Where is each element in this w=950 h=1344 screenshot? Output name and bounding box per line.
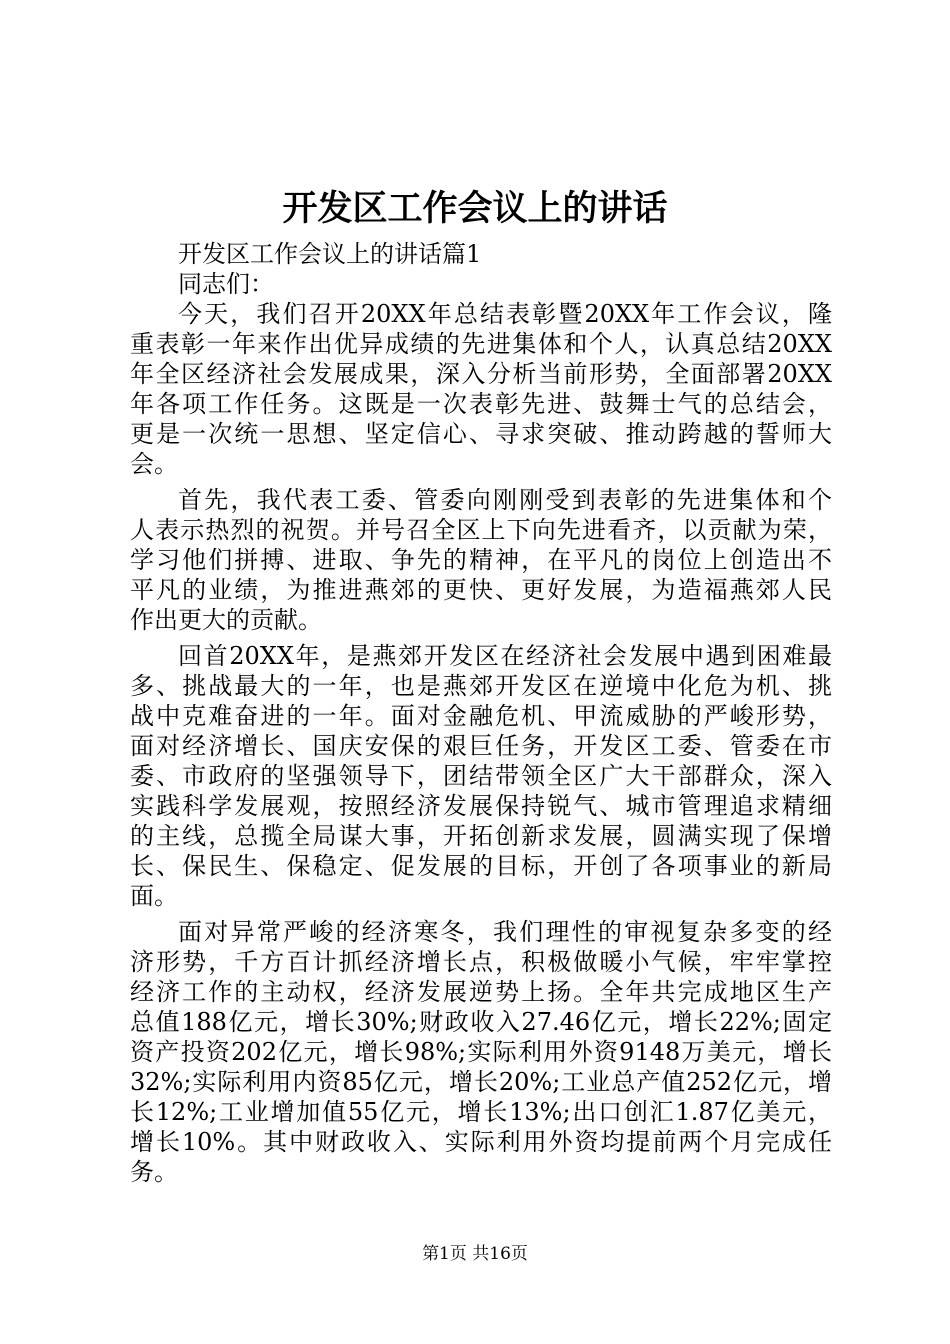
document-body bbox=[130, 239, 832, 1193]
paragraph-line: 32%;实际利用内资85亿元，增长20%;工业总产值252亿元，增 bbox=[130, 1068, 832, 1096]
paragraph-line: 回首20XX年，是燕郊开发区在经济社会发展中遇到困难最 bbox=[178, 642, 832, 670]
paragraph-line: 长、保民生、保稳定、促发展的目标，开创了各项事业的新局 bbox=[130, 852, 832, 880]
paragraph-line: 多、挑战最大的一年，也是燕郊开发区在逆境中化危为机、挑 bbox=[130, 672, 832, 700]
paragraph bbox=[130, 299, 832, 479]
paragraph-line: 首先，我代表工委、管委向刚刚受到表彰的先进集体和个 bbox=[178, 486, 832, 514]
paragraph-line: 务。 bbox=[130, 1158, 178, 1186]
paragraph-line: 会。 bbox=[130, 450, 178, 478]
paragraph bbox=[130, 641, 832, 911]
paragraph-line: 面对经济增长、国庆安保的艰巨任务，开发区工委、管委在市 bbox=[130, 732, 832, 760]
paragraph-line: 增长10%。其中财政收入、实际利用外资均提前两个月完成任 bbox=[130, 1128, 832, 1156]
paragraph-line: 面对异常严峻的经济寒冬，我们理性的审视复杂多变的经 bbox=[178, 918, 832, 946]
paragraph bbox=[130, 485, 832, 635]
paragraph-line: 实践科学发展观，按照经济发展保持锐气、城市管理追求精细 bbox=[130, 792, 832, 820]
subheading: 开发区工作会议上的讲话篇1 bbox=[178, 240, 482, 268]
paragraph bbox=[130, 917, 832, 1187]
paragraph-line: 面。 bbox=[130, 882, 178, 910]
paragraph-line: 人表示热烈的祝贺。并号召全区上下向先进看齐，以贡献为荣， bbox=[130, 516, 832, 544]
paragraph-line: 委、市政府的坚强领导下，团结带领全区广大干部群众，深入 bbox=[130, 762, 832, 790]
paragraph-line: 重表彰一年来作出优异成绩的先进集体和个人，认真总结20XX bbox=[130, 330, 832, 358]
paragraph-line: 今天，我们召开20XX年总结表彰暨20XX年工作会议，隆 bbox=[178, 300, 832, 328]
paragraph-line: 年各项工作任务。这既是一次表彰先进、鼓舞士气的总结会， bbox=[130, 390, 832, 418]
page-title: 开发区工作会议上的讲话 bbox=[282, 188, 668, 229]
paragraph-line: 的主线，总揽全局谋大事，开拓创新求发展，圆满实现了保增 bbox=[130, 822, 832, 850]
paragraph-line: 平凡的业绩，为推进燕郊的更快、更好发展，为造福燕郊人民 bbox=[130, 576, 832, 604]
paragraph-list bbox=[130, 299, 832, 1187]
paragraph-line: 济形势，千方百计抓经济增长点，积极做暖小气候，牢牢掌控 bbox=[130, 948, 832, 976]
paragraph-line: 更是一次统一思想、坚定信心、寻求突破、推动跨越的誓师大 bbox=[130, 420, 832, 448]
paragraph-line: 经济工作的主动权，经济发展逆势上扬。全年共完成地区生产 bbox=[130, 978, 832, 1006]
paragraph-line: 年全区经济社会发展成果，深入分析当前形势，全面部署20XX bbox=[130, 360, 832, 388]
paragraph-line: 战中克难奋进的一年。面对金融危机、甲流威胁的严峻形势， bbox=[130, 702, 832, 730]
paragraph-line: 长12%;工业增加值55亿元，增长13%;出口创汇1.87亿美元， bbox=[130, 1098, 832, 1126]
paragraph-line: 总值188亿元，增长30%;财政收入27.46亿元，增长22%;固定 bbox=[130, 1008, 832, 1036]
salutation: 同志们： bbox=[178, 270, 274, 298]
page-number-footer: 第1页 共16页 bbox=[422, 1244, 528, 1264]
paragraph-line: 学习他们拼搏、进取、争先的精神，在平凡的岗位上创造出不 bbox=[130, 546, 832, 574]
paragraph-line: 资产投资202亿元，增长98%;实际利用外资9148万美元，增长 bbox=[130, 1038, 832, 1066]
paragraph-line: 作出更大的贡献。 bbox=[130, 606, 322, 634]
